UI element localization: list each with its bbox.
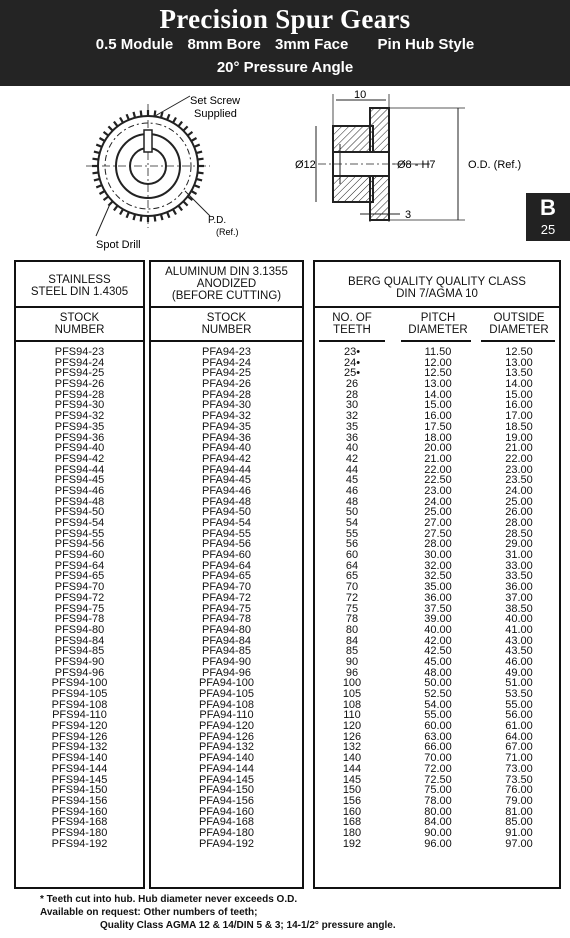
- teeth-cell: 80: [345, 623, 359, 636]
- pressure-angle-spec: 20° Pressure Angle: [216, 59, 354, 76]
- pitch-diameter-cell: 13.00: [424, 378, 452, 391]
- pitch-diameter-column: [399, 347, 477, 849]
- aluminum-stock-cell: PFA94-56: [202, 538, 251, 551]
- aluminum-stock-cell: PFA94-48: [202, 495, 251, 508]
- outside-diameter-cell: 16.00: [505, 399, 533, 412]
- aluminum-stock-cell: PFA94-55: [202, 527, 251, 540]
- pitch-diameter-cell: 32.50: [424, 570, 452, 583]
- divider: [315, 306, 559, 308]
- divider: [16, 340, 143, 342]
- front-view-drawing: [86, 96, 210, 236]
- aluminum-stock-cell: PFA94-156: [198, 794, 255, 807]
- aluminum-stock-cell: PFA94-42: [202, 452, 251, 465]
- teeth-cell: 140: [342, 752, 362, 765]
- aluminum-header-line1: ALUMINUM DIN 3.1355: [165, 266, 288, 278]
- stock-number-header: STOCK: [206, 312, 247, 324]
- stainless-stock-cell: PFS94-78: [54, 613, 105, 626]
- teeth-cell: 54: [345, 517, 359, 529]
- stainless-stock-cell: PFS94-46: [54, 484, 105, 497]
- outside-diameter-cell: 41.00: [505, 623, 533, 636]
- teeth-cell: 50: [345, 506, 359, 519]
- teeth-header: NO. OF: [332, 312, 372, 324]
- stainless-stock-cell: PFS94-28: [54, 388, 105, 401]
- outside-diameter-cell: 97.00: [505, 837, 533, 850]
- outside-diameter-cell: 36.00: [505, 581, 533, 594]
- pitch-diameter-cell: 45.00: [424, 655, 452, 668]
- aluminum-stock-cell: PFA94-140: [198, 752, 255, 765]
- teeth-cell: 48: [345, 495, 359, 508]
- pitch-diameter-cell: 54.00: [424, 698, 452, 711]
- divider: [151, 340, 302, 342]
- aluminum-stock-cell: PFA94-126: [198, 730, 255, 743]
- teeth-cell: 132: [342, 741, 362, 754]
- teeth-cell: 40: [345, 442, 359, 455]
- outside-diameter-cell: 73.50: [505, 773, 533, 786]
- aluminum-table: [149, 260, 304, 889]
- pitch-diameter-cell: 72.00: [424, 762, 452, 775]
- stainless-stock-cell: PFS94-144: [51, 762, 108, 775]
- teeth-cell: 168: [342, 816, 362, 829]
- pitch-diameter-cell: 36.00: [424, 591, 452, 604]
- teeth-cell: 156: [342, 794, 362, 807]
- stainless-stock-cell: PFS94-96: [54, 666, 105, 679]
- bore-spec: 8mm Bore: [187, 36, 261, 53]
- aluminum-stock-cell: PFA94-23: [202, 346, 251, 358]
- aluminum-stock-cell: PFA94-30: [202, 399, 251, 412]
- pitch-diameter-cell: 12.50: [424, 367, 452, 380]
- pd-ref-label: (Ref.): [216, 227, 239, 237]
- pitch-diameter-cell: 18.00: [424, 431, 452, 444]
- aluminum-stock-cell: PFA94-90: [202, 655, 251, 668]
- outside-diameter-cell: 22.00: [505, 452, 533, 465]
- aluminum-header-line3: (BEFORE CUTTING): [171, 290, 282, 302]
- outside-diameter-cell: 28.00: [505, 517, 533, 529]
- outside-diameter-cell: 17.00: [505, 410, 533, 423]
- stainless-stock-cell: PFS94-80: [54, 623, 105, 636]
- teeth-cell: 145: [342, 773, 362, 786]
- outside-diameter-cell: 19.00: [505, 431, 533, 444]
- teeth-cell: 32: [345, 410, 359, 423]
- pitch-diameter-cell: 90.00: [424, 826, 452, 839]
- pitch-diameter-cell: 22.00: [424, 463, 452, 476]
- pitch-diameter-cell: 27.50: [424, 527, 452, 540]
- stainless-stock-cell: PFS94-42: [54, 452, 105, 465]
- pitch-diameter-cell: 75.00: [424, 784, 452, 797]
- pitch-diameter-cell: 35.00: [424, 581, 452, 594]
- aluminum-stock-cell: PFA94-36: [202, 431, 251, 444]
- pitch-header: PITCH: [420, 312, 456, 324]
- outside-diameter-cell: 53.50: [505, 688, 533, 700]
- pitch-diameter-cell: 50.00: [424, 677, 452, 690]
- stainless-stock-cell: PFS94-24: [54, 356, 105, 369]
- pitch-diameter-cell: 84.00: [424, 816, 452, 829]
- outside-diameter-cell: 23.50: [505, 474, 533, 487]
- outside-diameter-cell: 61.00: [505, 720, 533, 733]
- aluminum-stock-cell: PFA94-145: [198, 773, 255, 786]
- aluminum-stock-cell: PFA94-54: [202, 517, 251, 529]
- aluminum-stock-cell: PFA94-108: [198, 698, 255, 711]
- outside-diameter-cell: 76.00: [505, 784, 533, 797]
- pitch-diameter-cell: 15.00: [424, 399, 452, 412]
- pitch-header: DIAMETER: [408, 324, 468, 336]
- stainless-stock-cell: PFS94-90: [54, 655, 105, 668]
- footnotes: [40, 893, 396, 932]
- teeth-cell: 72: [345, 591, 359, 604]
- outside-diameter-cell: 26.00: [505, 506, 533, 519]
- outside-diameter-cell: 13.00: [505, 356, 533, 369]
- stainless-stock-cell: PFS94-145: [51, 773, 108, 786]
- outside-diameter-cell: 43.50: [505, 645, 533, 658]
- pitch-diameter-cell: 12.00: [424, 356, 452, 369]
- aluminum-stock-cell: PFA94-100: [198, 677, 255, 690]
- pitch-diameter-cell: 60.00: [424, 720, 452, 733]
- pitch-diameter-cell: 37.50: [424, 602, 452, 615]
- pitch-diameter-cell: 25.00: [424, 506, 452, 519]
- stainless-stock-cell: PFS94-45: [54, 474, 105, 487]
- stainless-stock-cell: PFS94-40: [54, 442, 105, 455]
- aluminum-stock-cell: PFA94-75: [202, 602, 251, 615]
- stainless-stock-cell: PFS94-44: [54, 463, 105, 476]
- teeth-cell: 28: [345, 388, 359, 401]
- outside-diameter-cell: 56.00: [505, 709, 533, 722]
- pitch-diameter-cell: 28.00: [424, 538, 452, 551]
- teeth-cell: 75: [345, 602, 359, 615]
- teeth-cell: 144: [342, 762, 362, 775]
- divider: [401, 340, 471, 342]
- aluminum-stock-cell: PFA94-78: [202, 613, 251, 626]
- stainless-stock-cell: PFS94-35: [54, 420, 105, 433]
- stainless-stock-cell: PFS94-72: [54, 591, 105, 604]
- pitch-diameter-cell: 20.00: [424, 442, 452, 455]
- pitch-diameter-cell: 72.50: [424, 773, 452, 786]
- aluminum-stock-cell: PFA94-110: [199, 709, 254, 722]
- stock-number-header: STOCK: [59, 312, 100, 324]
- outside-diameter-cell: 33.50: [505, 570, 533, 583]
- stainless-stock-cell: PFS94-48: [54, 495, 105, 508]
- teeth-cell: 108: [342, 698, 362, 711]
- stainless-stock-cell: PFS94-60: [54, 549, 105, 562]
- aluminum-header-line2: ANODIZED: [196, 278, 257, 290]
- section-tab: [526, 193, 570, 241]
- stainless-stock-cell: PFS94-105: [51, 688, 108, 700]
- stainless-stock-cell: PFS94-32: [54, 410, 105, 423]
- stainless-stock-cell: PFS94-56: [54, 538, 105, 551]
- teeth-cell: 24•: [343, 356, 361, 369]
- stainless-stock-cell: PFS94-50: [54, 506, 105, 519]
- aluminum-stock-cell: PFA94-64: [202, 559, 251, 572]
- aluminum-stock-cell: PFA94-105: [198, 688, 255, 700]
- stainless-stock-cell: PFS94-126: [51, 730, 108, 743]
- side-section-drawing: [316, 94, 465, 222]
- pitch-diameter-cell: 22.50: [424, 474, 452, 487]
- aluminum-stock-cell: PFA94-96: [202, 666, 251, 679]
- aluminum-stock-cell: PFA94-25: [202, 367, 251, 380]
- teeth-cell: 55: [345, 527, 359, 540]
- teeth-cell: 44: [345, 463, 359, 476]
- outside-diameter-cell: 25.00: [505, 495, 533, 508]
- outside-diameter-cell: 31.00: [505, 549, 533, 562]
- divider: [16, 306, 143, 308]
- stainless-stock-cell: PFS94-23: [54, 346, 105, 358]
- stainless-stock-cell: PFS94-156: [51, 794, 108, 807]
- pitch-diameter-cell: 63.00: [424, 730, 452, 743]
- spot-drill-label: Spot Drill: [96, 239, 141, 251]
- aluminum-stock-cell: PFA94-45: [202, 474, 251, 487]
- footnote-teeth: * Teeth cut into hub. Hub diameter never exceeds O.D.: [40, 894, 298, 905]
- supplied-label: Supplied: [194, 108, 237, 120]
- outside-diameter-cell: 29.00: [505, 538, 533, 551]
- teeth-cell: 126: [342, 730, 362, 743]
- gear-dimensions-table: [313, 260, 561, 889]
- outside-diameter-cell: 33.00: [505, 559, 533, 572]
- teeth-cell: 35: [345, 420, 359, 433]
- stock-number-header: NUMBER: [54, 324, 105, 336]
- outside-diameter-cell: 46.00: [505, 655, 533, 668]
- outside-diameter-cell: 55.00: [505, 698, 533, 711]
- teeth-cell: 100: [342, 677, 362, 690]
- aluminum-stock-cell: PFA94-35: [202, 420, 251, 433]
- outside-diameter-cell: 18.50: [505, 420, 533, 433]
- aluminum-stock-cell: PFA94-150: [198, 784, 255, 797]
- outside-diameter-cell: 49.00: [505, 666, 533, 679]
- pitch-diameter-cell: 16.00: [424, 410, 452, 423]
- outside-diameter-cell: 37.00: [505, 591, 533, 604]
- stock-number-header: NUMBER: [201, 324, 252, 336]
- footnote-quality: Quality Class AGMA 12 & 14/DIN 5 & 3; 14-1/2° pressure angle.: [100, 920, 396, 931]
- pitch-diameter-cell: 48.00: [424, 666, 452, 679]
- face-dimension: 3: [405, 209, 412, 221]
- teeth-cell: 56: [345, 538, 359, 551]
- pitch-diameter-cell: 42.50: [424, 645, 452, 658]
- teeth-column: [315, 347, 389, 849]
- teeth-cell: 46: [345, 484, 359, 497]
- quality-header-line2: DIN 7/AGMA 10: [396, 288, 478, 300]
- teeth-cell: 30: [345, 399, 359, 412]
- stainless-stock-cell: PFS94-64: [54, 559, 105, 572]
- outside-diameter-cell: 15.00: [505, 388, 533, 401]
- aluminum-stock-cell: PFA94-180: [198, 826, 255, 839]
- divider: [151, 306, 302, 308]
- pitch-diameter-cell: 32.00: [424, 559, 452, 572]
- aluminum-stock-cell: PFA94-144: [198, 762, 255, 775]
- aluminum-stock-column: [151, 347, 302, 849]
- stainless-stock-cell: PFS94-110: [52, 709, 107, 722]
- teeth-header: TEETH: [333, 324, 371, 336]
- outside-diameter-label: O.D. (Ref.): [468, 159, 522, 171]
- teeth-cell: 192: [342, 837, 362, 850]
- outside-diameter-cell: 71.00: [505, 752, 533, 765]
- aluminum-stock-cell: PFA94-70: [202, 581, 251, 594]
- pitch-diameter-cell: 96.00: [424, 837, 452, 850]
- pitch-diameter-cell: 14.00: [424, 388, 452, 401]
- stainless-stock-cell: PFS94-168: [51, 816, 108, 829]
- face-spec: 3mm Face: [274, 36, 349, 53]
- aluminum-stock-cell: PFA94-84: [202, 634, 251, 647]
- stainless-stock-cell: PFS94-85: [54, 645, 105, 658]
- pd-label: P.D.: [208, 215, 227, 226]
- spec-line: [0, 36, 570, 53]
- stainless-stock-cell: PFS94-36: [54, 431, 105, 444]
- stainless-stock-cell: PFS94-84: [54, 634, 105, 647]
- footnote-available: Available on request: Other numbers of teeth;: [40, 907, 258, 918]
- pitch-diameter-cell: 17.50: [424, 420, 452, 433]
- teeth-cell: 45: [345, 474, 359, 487]
- outside-diameter-column: [479, 347, 559, 849]
- style-spec: Pin Hub Style: [377, 36, 475, 53]
- stainless-steel-table: [14, 260, 145, 889]
- outside-diameter-cell: 24.00: [505, 484, 533, 497]
- outside-diameter-cell: 81.00: [505, 805, 533, 818]
- teeth-cell: 120: [342, 720, 362, 733]
- teeth-cell: 90: [345, 655, 359, 668]
- aluminum-stock-cell: PFA94-28: [202, 388, 251, 401]
- teeth-cell: 25•: [343, 367, 361, 380]
- teeth-cell: 70: [345, 581, 359, 594]
- teeth-cell: 160: [342, 805, 362, 818]
- aluminum-stock-cell: PFA94-26: [202, 378, 251, 391]
- stainless-stock-cell: PFS94-30: [54, 399, 105, 412]
- aluminum-stock-cell: PFA94-65: [202, 570, 251, 583]
- stainless-stock-cell: PFS94-132: [51, 741, 108, 754]
- hub-diameter-dimension: Ø12: [295, 159, 316, 171]
- stainless-stock-cell: PFS94-25: [54, 367, 105, 380]
- teeth-cell: 78: [345, 613, 359, 626]
- outside-diameter-cell: 51.00: [505, 677, 533, 690]
- aluminum-stock-cell: PFA94-132: [198, 741, 255, 754]
- page-header: [0, 0, 570, 86]
- aluminum-stock-cell: PFA94-192: [198, 837, 255, 850]
- outside-diameter-cell: 38.50: [505, 602, 533, 615]
- pitch-diameter-cell: 21.00: [424, 452, 452, 465]
- teeth-cell: 84: [345, 634, 359, 647]
- aluminum-stock-cell: PFA94-32: [202, 410, 251, 423]
- pitch-diameter-cell: 66.00: [424, 741, 452, 754]
- stainless-stock-cell: PFS94-150: [51, 784, 108, 797]
- pitch-diameter-cell: 24.00: [424, 495, 452, 508]
- outside-diameter-cell: 40.00: [505, 613, 533, 626]
- section-letter: B: [540, 195, 556, 220]
- teeth-cell: 180: [342, 826, 362, 839]
- stainless-stock-cell: PFS94-70: [54, 581, 105, 594]
- outside-diameter-cell: 13.50: [505, 367, 533, 380]
- pitch-diameter-cell: 23.00: [424, 484, 452, 497]
- module-spec: 0.5 Module: [95, 36, 174, 53]
- outside-diameter-cell: 64.00: [505, 730, 533, 743]
- stainless-stock-cell: PFS94-108: [51, 698, 108, 711]
- aluminum-stock-cell: PFA94-50: [202, 506, 251, 519]
- pitch-diameter-cell: 39.00: [424, 613, 452, 626]
- stainless-stock-column: [16, 347, 143, 849]
- quality-header-line1: BERG QUALITY QUALITY CLASS: [348, 276, 526, 288]
- teeth-cell: 85: [345, 645, 359, 658]
- outside-diameter-cell: 79.00: [505, 794, 533, 807]
- aluminum-stock-cell: PFA94-160: [198, 805, 255, 818]
- pitch-diameter-cell: 80.00: [424, 805, 452, 818]
- stainless-stock-cell: PFS94-100: [51, 677, 108, 690]
- aluminum-stock-cell: PFA94-46: [202, 484, 251, 497]
- teeth-cell: 64: [345, 559, 359, 572]
- stainless-stock-cell: PFS94-54: [54, 517, 105, 529]
- teeth-cell: 23•: [343, 346, 361, 358]
- teeth-cell: 150: [342, 784, 362, 797]
- aluminum-stock-cell: PFA94-60: [202, 549, 251, 562]
- teeth-cell: 105: [342, 688, 362, 700]
- outside-diameter-cell: 73.00: [505, 762, 533, 775]
- outside-diameter-cell: 12.50: [505, 346, 533, 358]
- pitch-diameter-cell: 78.00: [424, 794, 452, 807]
- stainless-stock-cell: PFS94-180: [51, 826, 108, 839]
- teeth-cell: 36: [345, 431, 359, 444]
- stainless-stock-cell: PFS94-192: [51, 837, 108, 850]
- stainless-header-line1: STAINLESS: [48, 274, 111, 286]
- pitch-diameter-cell: 70.00: [424, 752, 452, 765]
- outside-diameter-cell: 14.00: [505, 378, 533, 391]
- stainless-stock-cell: PFS94-55: [54, 527, 105, 540]
- teeth-cell: 96: [345, 666, 359, 679]
- page-number: 25: [540, 222, 556, 237]
- aluminum-stock-cell: PFA94-24: [202, 356, 251, 369]
- teeth-cell: 110: [343, 709, 361, 722]
- stainless-stock-cell: PFS94-65: [54, 570, 105, 583]
- outside-header: DIAMETER: [489, 324, 549, 336]
- aluminum-stock-cell: PFA94-72: [202, 591, 251, 604]
- stainless-stock-cell: PFS94-160: [51, 805, 108, 818]
- stainless-stock-cell: PFS94-26: [54, 378, 105, 391]
- pitch-diameter-cell: 52.50: [424, 688, 452, 700]
- outside-diameter-cell: 43.00: [505, 634, 533, 647]
- pitch-diameter-cell: 40.00: [424, 623, 452, 636]
- stainless-stock-cell: PFS94-75: [54, 602, 105, 615]
- bore-dimension: Ø8 - H7: [397, 159, 436, 171]
- stainless-stock-cell: PFS94-120: [51, 720, 108, 733]
- aluminum-stock-cell: PFA94-44: [202, 463, 251, 476]
- outside-diameter-cell: 23.00: [505, 463, 533, 476]
- outside-diameter-cell: 91.00: [505, 826, 533, 839]
- stainless-header-line2: STEEL DIN 1.4305: [30, 286, 129, 298]
- pitch-diameter-cell: 42.00: [424, 634, 452, 647]
- gear-drawings: [0, 86, 570, 256]
- teeth-cell: 60: [345, 549, 359, 562]
- page-title: Precision Spur Gears: [159, 4, 411, 34]
- divider: [481, 340, 555, 342]
- pitch-diameter-cell: 11.50: [424, 346, 452, 358]
- outside-diameter-cell: 85.00: [505, 816, 533, 829]
- teeth-cell: 42: [345, 452, 359, 465]
- aluminum-stock-cell: PFA94-85: [202, 645, 251, 658]
- aluminum-stock-cell: PFA94-120: [198, 720, 255, 733]
- pitch-diameter-cell: 27.00: [424, 517, 452, 529]
- outside-diameter-cell: 21.00: [505, 442, 533, 455]
- outside-diameter-cell: 67.00: [505, 741, 533, 754]
- outside-header: OUTSIDE: [493, 312, 545, 324]
- aluminum-stock-cell: PFA94-168: [198, 816, 255, 829]
- divider: [319, 340, 385, 342]
- aluminum-stock-cell: PFA94-40: [202, 442, 251, 455]
- width-dimension: 10: [354, 89, 367, 101]
- teeth-cell: 65: [345, 570, 359, 583]
- pitch-diameter-cell: 55.00: [424, 709, 452, 722]
- set-screw-label: Set Screw: [190, 95, 241, 107]
- pitch-diameter-cell: 30.00: [424, 549, 452, 562]
- outside-diameter-cell: 28.50: [505, 527, 533, 540]
- stainless-stock-cell: PFS94-140: [51, 752, 108, 765]
- teeth-cell: 26: [345, 378, 359, 391]
- aluminum-stock-cell: PFA94-80: [202, 623, 251, 636]
